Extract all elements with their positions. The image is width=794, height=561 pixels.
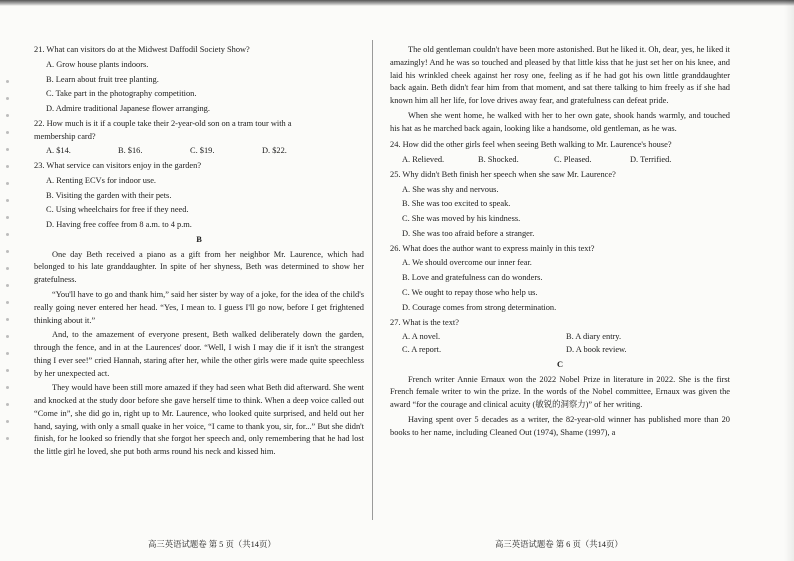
question-25-option-b: B. She was too excited to speak. xyxy=(402,199,511,209)
question-24-option-d: D. Terrified. xyxy=(630,155,672,165)
question-26-option-d: D. Courage comes from strong determination. xyxy=(402,302,557,312)
question-21 xyxy=(34,44,364,116)
passage-c-paragraph: French writer Annie Ernaux won the 2022 Nobel Prize in literature in 2022. She is the first French female writer to win the prize. In the words of the Nobel committee, Ernaux was given the award “for the courage and clinical acuity (敏锐的洞察力)” of her writing. xyxy=(390,374,730,410)
question-22 xyxy=(34,118,364,158)
question-24 xyxy=(390,139,730,167)
question-26-option-a: A. We should overcome our inner fear. xyxy=(402,258,532,268)
passage-b-paragraph: And, to the amazement of everyone present, Beth walked deliberately down the garden, through the fence, and in at the Laurences' door. “Well, I wish I may die if it isn't the strangest thing I ever see!” cried Hannah, staring after her, while the other girls were made quite speechless by her unexpected act. xyxy=(34,330,364,378)
question-25-option-d: D. She was too afraid before a stranger. xyxy=(402,228,535,238)
passage-b-paragraph: The old gentleman couldn't have been more astonished. But he liked it. Oh, dear, yes, he liked it amazingly! And he was so touched and pleased by that little kiss that he just set her on his knee, and laid his wrinkled cheek against her rosy one, feeling as if he had got his own little granddaughter back again. Beth didn't fear him from that moment, and sat there talking to him freely as if she had known him all her life, for love drives away fear, and gratefulness can defeat pride. xyxy=(390,45,730,106)
question-27-options xyxy=(390,331,730,357)
question-25 xyxy=(390,169,730,241)
question-27-option-c: C. A report. xyxy=(402,345,442,355)
question-22-option-c: C. $19. xyxy=(190,146,215,156)
question-27 xyxy=(390,317,730,357)
question-24-options xyxy=(390,154,730,167)
question-26-option-b: B. Love and gratefulness can do wonders. xyxy=(402,273,543,283)
question-27-option-b: B. A diary entry. xyxy=(566,332,622,342)
question-23-option-d: D. Having free coffee from 8 a.m. to 4 p.m. xyxy=(46,220,192,230)
page-footer-5: 高三英语试题卷 第 5 页（共14页） xyxy=(148,540,276,549)
question-24-option-c: C. Pleased. xyxy=(554,155,592,165)
question-23-option-a: A. Renting ECVs for indoor use. xyxy=(46,175,157,185)
question-21-option-b: B. Learn about fruit tree planting. xyxy=(46,74,159,84)
question-27-stem: 27. What is the text? xyxy=(390,317,459,327)
question-21-option-a: A. Grow house plants indoors. xyxy=(46,59,149,69)
question-25-option-c: C. She was moved by his kindness. xyxy=(402,214,521,224)
passage-c-paragraph: Having spent over 5 decades as a writer, the 82-year-old winner has published more than 20 books to her name, including Cleaned Out (1974), Shame (1997), a xyxy=(390,414,730,437)
question-22-options xyxy=(34,145,364,158)
question-23-stem: 23. What service can visitors enjoy in the garden? xyxy=(34,161,202,171)
question-25-stem: 25. Why didn't Beth finish her speech when she saw Mr. Laurence? xyxy=(390,169,616,179)
question-26-stem: 26. What does the author want to express mainly in this text? xyxy=(390,243,595,253)
question-23-option-b: B. Visiting the garden with their pets. xyxy=(46,190,172,200)
binding-holes xyxy=(6,80,9,480)
passage-b-paragraph: “You'll have to go and thank him,” said her sister by way of a joke, for the idea of the child's really going never entered her head. “Yes, I mean to. I guess I'll go now, before I get frightened thinking about it.” xyxy=(34,290,364,325)
page-divider xyxy=(372,40,373,520)
question-26 xyxy=(390,243,730,315)
question-26-option-c: C. We ought to repay those who help us. xyxy=(402,288,538,298)
passage-b-paragraph: They would have been still more amazed if they had seen what Beth did afterward. She went and knocked at the study door before she gave herself time to think. When a deep voice called out “Come in”, she did go in, right up to Mr. Laurence, who looked quite surprised, and held out her hand, saying, with only a small quake in her voice, “I came to thank you, sir, for...” But she didn't finish, for he looked so friendly that she forgot her speech and, only remembering that he had lost the little girl he loved, she put both arms round his neck and kissed him. xyxy=(34,383,364,457)
question-25-option-a: A. She was shy and nervous. xyxy=(402,184,499,194)
question-22-stem-line2: membership card? xyxy=(34,131,96,141)
question-22-option-d: D. $22. xyxy=(262,146,287,156)
question-23 xyxy=(34,160,364,232)
section-c-heading: C xyxy=(556,359,564,369)
right-page-column xyxy=(390,44,730,441)
question-22-option-a: A. $14. xyxy=(46,146,71,156)
question-22-option-b: B. $16. xyxy=(118,146,143,156)
question-24-option-a: A. Relieved. xyxy=(402,155,445,165)
question-24-stem: 24. How did the other girls feel when seeing Beth walking to Mr. Laurence's house? xyxy=(390,140,672,150)
section-b-heading: B xyxy=(196,234,202,244)
question-24-option-b: B. Shocked. xyxy=(478,155,519,165)
left-page-column xyxy=(34,44,364,461)
question-23-option-c: C. Using wheelchairs for free if they need. xyxy=(46,205,189,215)
question-27-option-a: A. A novel. xyxy=(402,332,441,342)
passage-b-paragraph: When she went home, he walked with her to her own gate, shook hands warmly, and touched his hat as he marched back again, looking like a handsome, old gentleman, as he was. xyxy=(390,110,730,133)
question-27-option-d: D. A book review. xyxy=(566,345,627,355)
question-21-stem: 21. What can visitors do at the Midwest Daffodil Society Show? xyxy=(34,45,250,54)
question-21-option-c: C. Take part in the photography competition. xyxy=(46,89,197,99)
question-21-option-d: D. Admire traditional Japanese flower arranging. xyxy=(46,104,210,114)
page-footer-6: 高三英语试题卷 第 6 页（共14页） xyxy=(495,540,623,549)
passage-b-paragraph: One day Beth received a piano as a gift from her neighbor Mr. Laurence, which had belonged to his late granddaughter. In spite of her shyness, Beth was determined to show her gratefulness. xyxy=(34,249,364,285)
question-22-stem-line1: 22. How much is it if a couple take their 2-year-old son on a tram tour with a xyxy=(34,118,292,128)
scan-top-edge xyxy=(0,0,794,6)
scan-right-shadow xyxy=(784,0,794,561)
